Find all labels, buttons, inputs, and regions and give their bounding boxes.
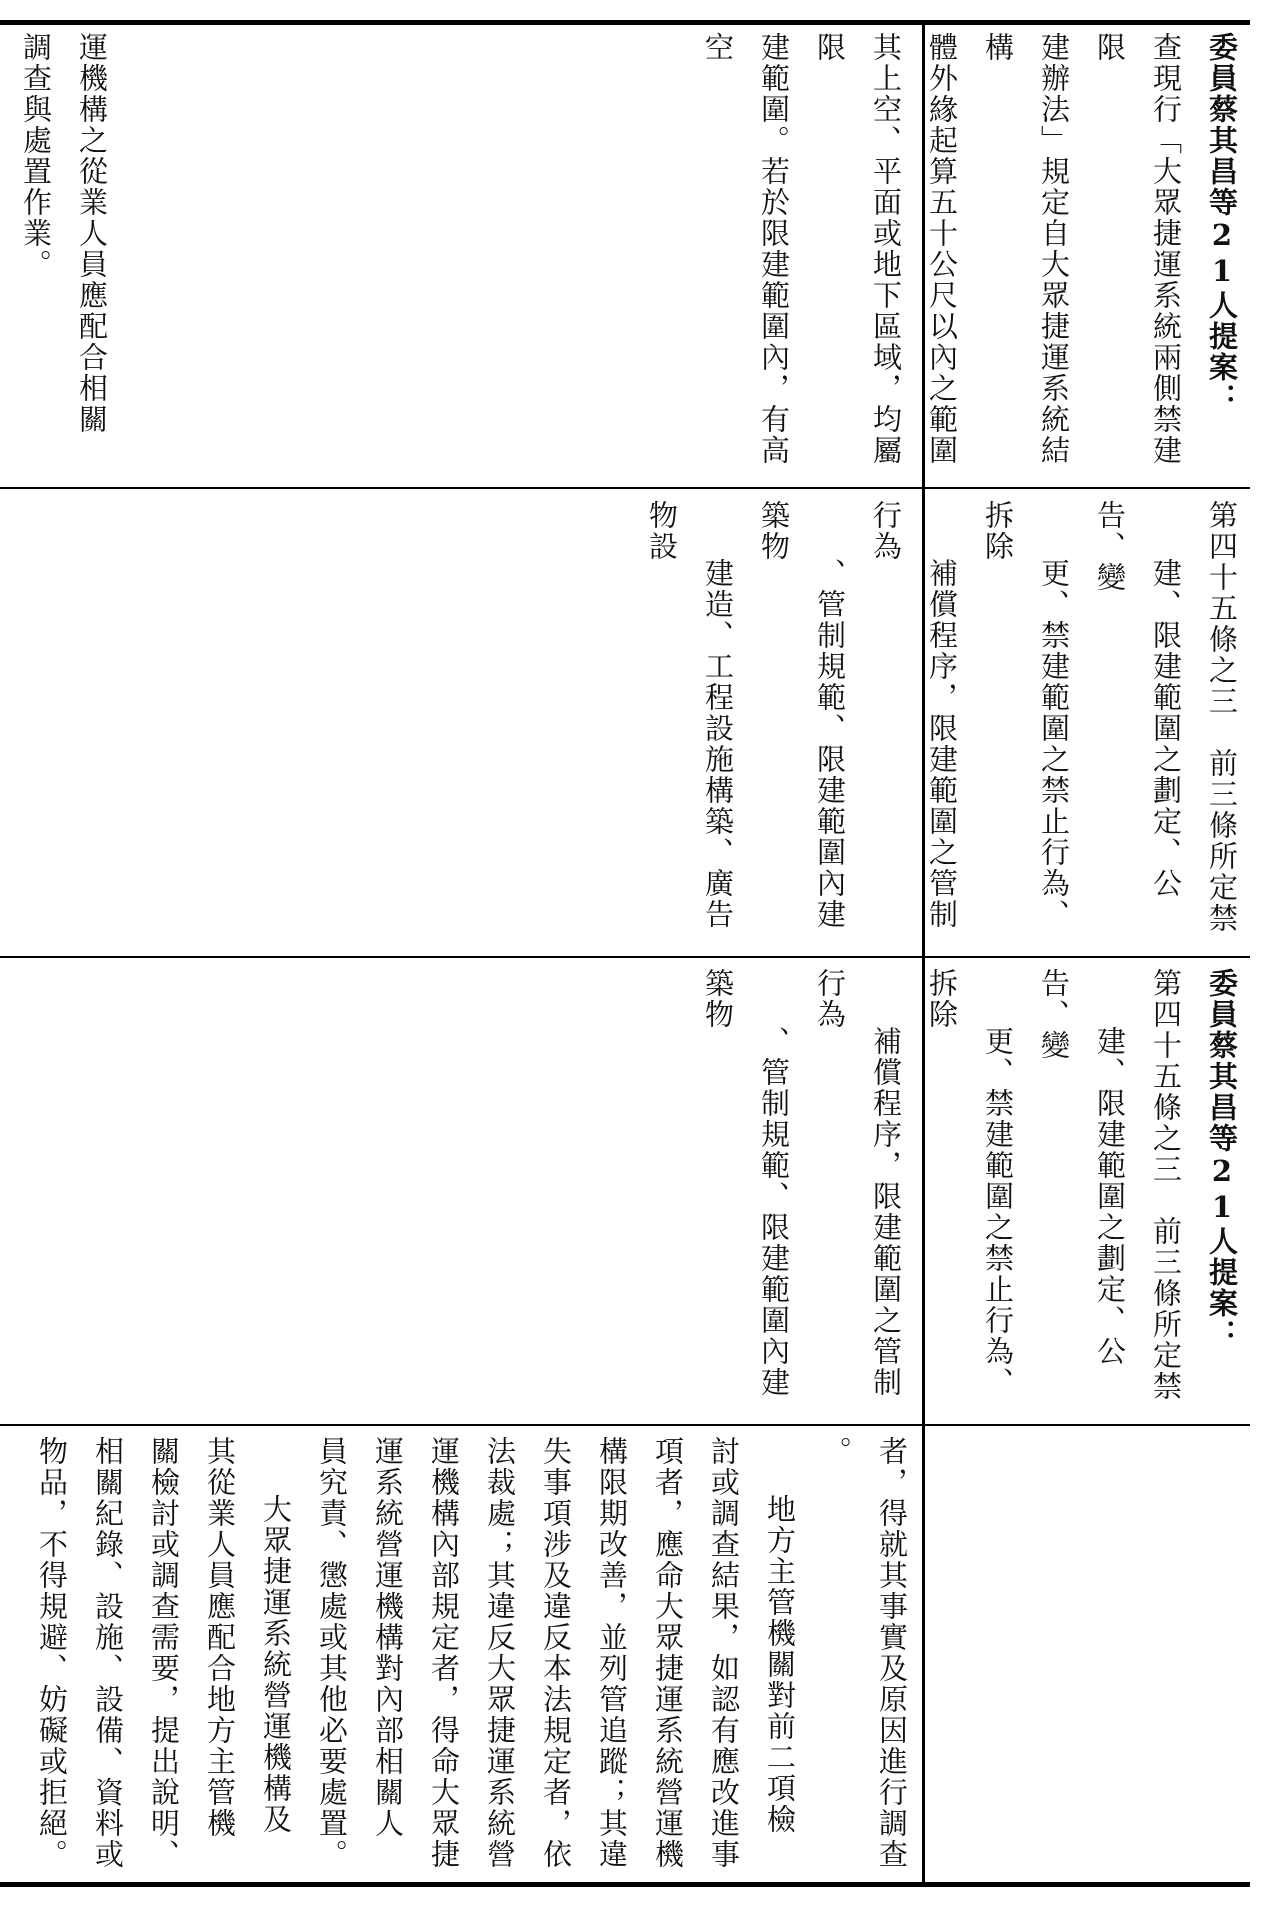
text-line: 構限期改善，並列管追蹤；其違	[595, 1436, 629, 1870]
text-line: 建範圍。若於限建範圍內，有高空	[701, 32, 791, 466]
text-line: 調查與處置作業。	[19, 32, 53, 280]
text-line: 運系統營運機構對內部相關人	[371, 1436, 405, 1839]
text-line: 失事項涉及違反本法規定者，依	[539, 1436, 573, 1870]
text-line: 運機構之從業人員應配合相關	[75, 32, 109, 435]
top-rule	[0, 20, 1250, 25]
row3-right-text	[701, 968, 1250, 1414]
text-line: 建造、工程設施構築、廣告物設	[645, 500, 735, 930]
row1-left-text	[20, 32, 120, 478]
text-line: 補償程序，限建範圍之管制行為	[813, 968, 903, 1398]
text-line: 體外緣起算五十公尺以內之範圍	[925, 32, 959, 466]
text-line: 建、限建範圍之劃定、公告、變	[1093, 500, 1183, 899]
row-divider	[0, 487, 1250, 489]
proposal-heading: 委員蔡其昌等21人提案：	[1205, 968, 1239, 1350]
text-line: 查現行「大眾捷運系統兩側禁建限	[1093, 32, 1183, 466]
text-line: 運機構內部規定者，得命大眾捷	[427, 1436, 461, 1870]
text-line: 。	[819, 1436, 853, 1467]
text-line: 其從業人員應配合地方主管機	[203, 1436, 237, 1839]
row4-left-text	[20, 1436, 920, 1876]
text-line: 關檢討或調查需要，提出說明、	[147, 1436, 181, 1870]
text-line: 建、限建範圍之劃定、公告、變	[1037, 968, 1127, 1367]
proposal-heading: 委員蔡其昌等21人提案：	[1205, 32, 1239, 414]
text-line: 其上空、平面或地下區域，均屬限	[813, 32, 903, 466]
text-line: 討或調查結果，如認有應改進事	[707, 1436, 741, 1870]
text-line: 者，得就其事實及原因進行調查	[875, 1436, 909, 1870]
row1-right-text	[701, 32, 1250, 478]
text-line: 補償程序，限建範圍之管制行為	[869, 500, 959, 930]
text-line: 員究責、懲處或其他必要處置。	[315, 1436, 349, 1870]
paragraph-start: 大眾捷運系統營運機構及	[259, 1494, 293, 1835]
text-line: 物品，不得規避、妨礙或拒絕。	[35, 1436, 69, 1870]
text-line: 建辦法」規定自大眾捷運系統結構	[981, 32, 1071, 466]
row2-right-text	[645, 500, 1250, 946]
article-heading: 第四十五條之三 前三條所定禁	[1205, 500, 1239, 934]
bottom-rule	[0, 1882, 1250, 1887]
paragraph-start: 地方主管機關對前二項檢	[763, 1494, 797, 1835]
row-divider	[0, 956, 1250, 958]
text-line: 更、禁建範圍之禁止行為、拆除	[981, 500, 1071, 930]
row-divider	[0, 1424, 1250, 1426]
text-line: 相關紀錄、設施、設備、資料或	[91, 1436, 125, 1870]
text-line: 、管制規範、限建範圍內建築物	[757, 500, 847, 930]
text-line: 法裁處；其違反大眾捷運系統營	[483, 1436, 517, 1870]
text-line: 、管制規範、限建範圍內建築物	[701, 968, 791, 1398]
text-line: 項者，應命大眾捷運系統營運機	[651, 1436, 685, 1870]
article-heading: 第四十五條之三 前三條所定禁	[1149, 968, 1183, 1402]
text-line: 更、禁建範圍之禁止行為、拆除	[925, 968, 1015, 1398]
